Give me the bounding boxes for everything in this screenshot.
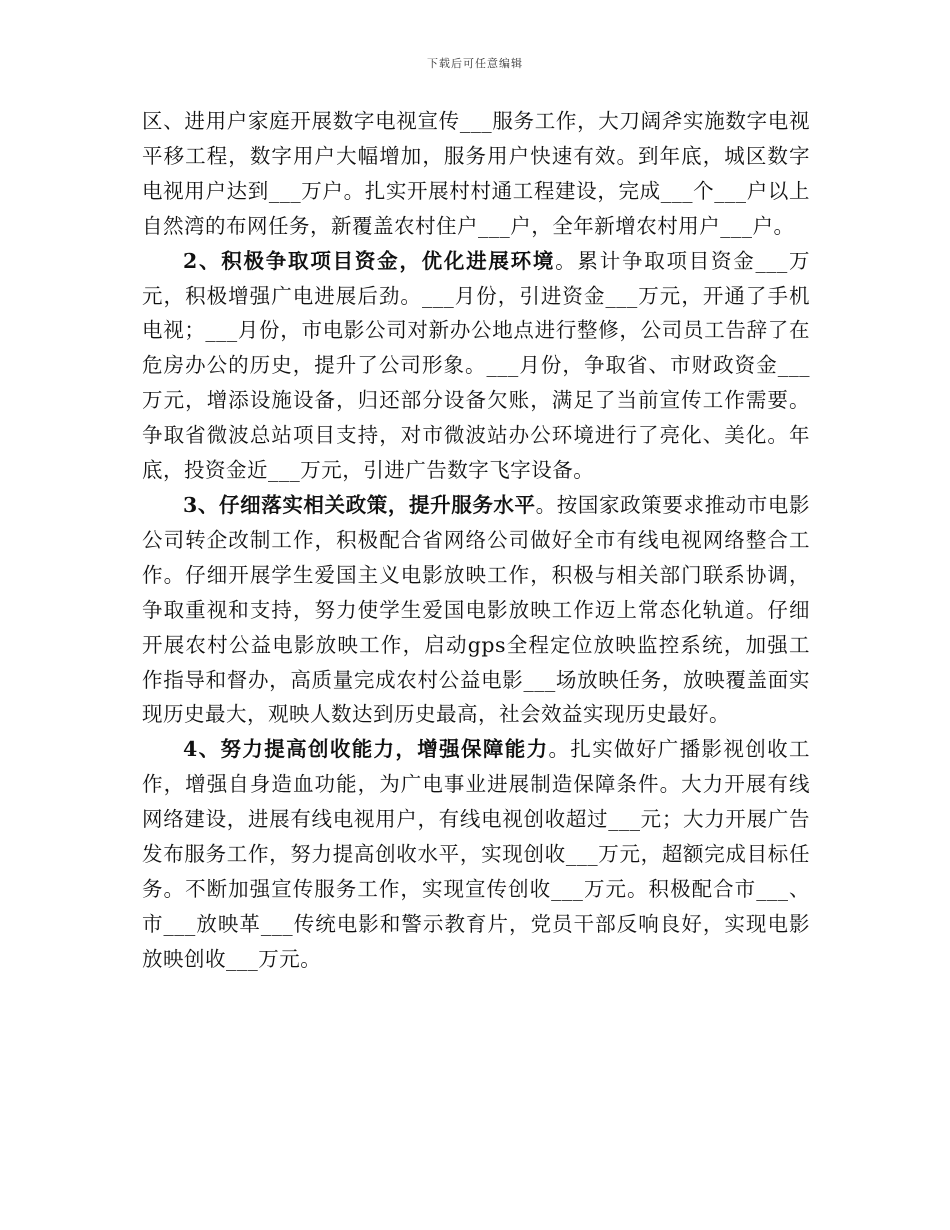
paragraph-2	[142, 244, 810, 488]
paragraph-1	[142, 104, 810, 244]
paragraph-3	[142, 488, 810, 732]
paragraph-4	[142, 732, 810, 976]
paragraph-2-heading: 2、积极争取项目资金，优化进展环境	[183, 248, 556, 273]
page-header: 下载后可任意编辑	[427, 57, 523, 70]
paragraph-3-text: 。按国家政策要求推动市电影公司转企改制工作，积极配合省网络公司做好全市有线电视网络整合工作。仔细开展学生爱国主义电影放映工作，积极与相关部门联系协调，争取重视和支持，努力使学生爱国电影放映工作迈上常态化轨道。仔细开展农村公益电影放映工作，启动gps全程定位放映监控系统，加强工作指导和督办，高质量完成农村公益电影___场放映任务，放映覆盖面实现历史最大，观映人数达到历史最高，社会效益实现历史最好。	[142, 492, 811, 727]
paragraph-2-text: 。累计争取项目资金___万元，积极增强广电进展后劲。___月份，引进资金___万元，开通了手机电视；___月份，市电影公司对新办公地点进行整修，公司员工告辞了在危房办公的历史，提升了公司形象。___月份，争取省、市财政资金___万元，增添设施设备，归还部分设备欠账，满足了当前宣传工作需要。争取省微波总站项目支持，对市微波站办公环境进行了亮化、美化。年底，投资金近___万元，引进广告数字飞字设备。	[142, 248, 811, 483]
paragraph-1-text: 区、进用户家庭开展数字电视宣传___服务工作，大刀阔斧实施数字电视平移工程，数字用户大幅增加，服务用户快速有效。到年底，城区数字电视用户达到___万户。扎实开展村村通工程建设，完成___个___户以上自然湾的布网任务，新覆盖农村住户___户，全年新增农村用户___户。	[142, 109, 810, 238]
document-body	[142, 104, 810, 977]
paragraph-4-heading: 4、努力提高创收能力，增强保障能力	[183, 737, 549, 762]
paragraph-3-heading: 3、仔细落实相关政策，提升服务水平	[183, 492, 536, 517]
paragraph-4-text: 。扎实做好广播影视创收工作，增强自身造血功能，为广电事业进展制造保障条件。大力开展有线网络建设，进展有线电视用户，有线电视创收超过___元；大力开展广告发布服务工作，努力提高创收水平，实现创收___万元，超额完成目标任务。不断加强宣传服务工作，实现宣传创收___万元。积极配合市___、市___放映革___传统电影和警示教育片，党员干部反响良好，实现电影放映创收___万元。	[142, 737, 811, 971]
